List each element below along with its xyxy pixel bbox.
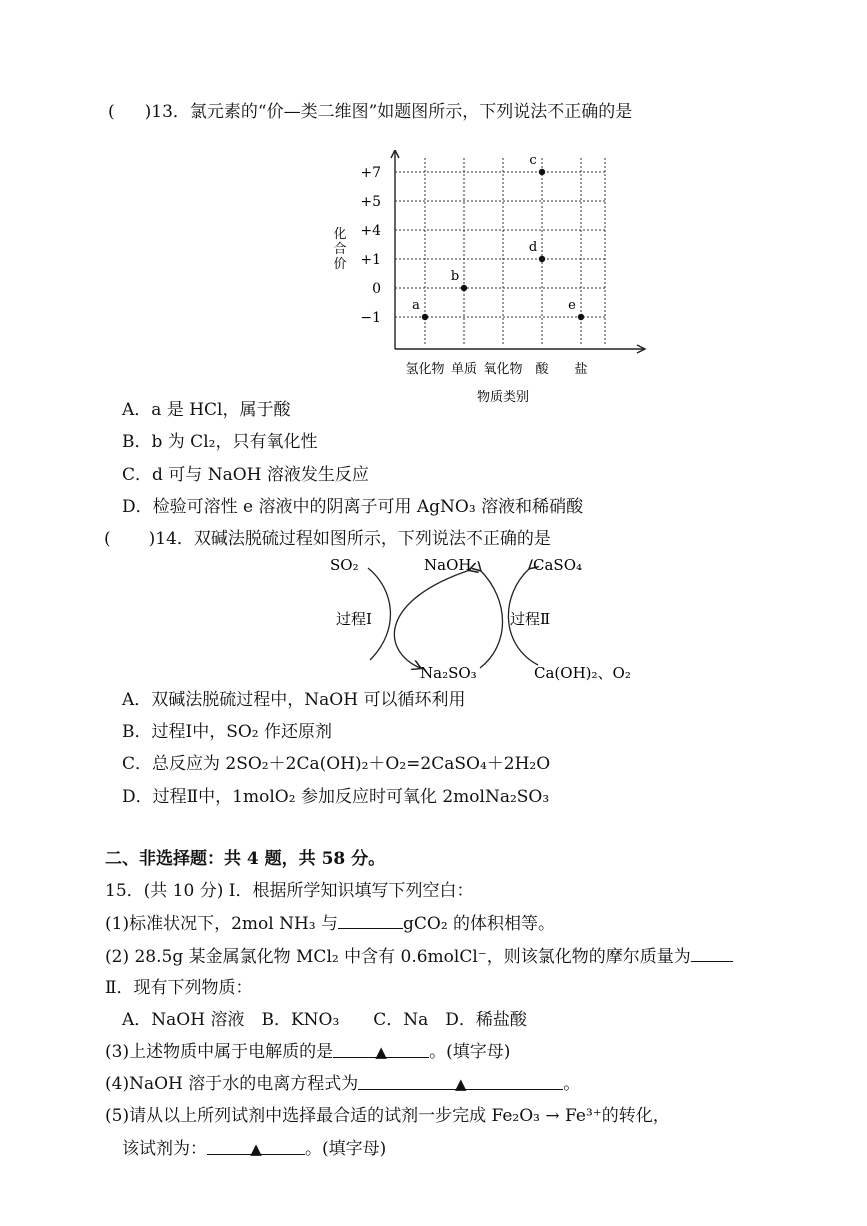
q14-option-b: B．过程Ⅰ中，SO₂ 作还原剂 — [122, 722, 333, 742]
triangle-icon: ▲ — [454, 1075, 467, 1093]
q15-header: 15．(共 10 分) Ⅰ．根据所学知识填写下列空白： — [105, 881, 474, 901]
naoh-label: NaOH — [424, 556, 472, 574]
q13-option-c: C．d 可与 NaOH 溶液发生反应 — [122, 465, 369, 485]
process2-label: 过程Ⅱ — [510, 610, 551, 628]
caoh2-o2-label: Ca(OH)₂、O₂ — [534, 664, 631, 682]
x-tick-label: 氢化物 — [405, 362, 445, 377]
q14-stem: 14．双碱法脱硫过程如图所示，下列说法不正确的是 — [155, 529, 551, 549]
x-tick-label: 酸 — [535, 362, 549, 377]
q15-part-ii: Ⅱ．现有下列物质： — [105, 978, 253, 998]
q15-p3-blank[interactable] — [333, 1041, 429, 1061]
q15-p2-text-a: (2) 28.5g 某金属氯化物 MCl₂ 中含有 0.6molCl⁻，则该氯化物的摩尔质量为 — [105, 947, 691, 967]
q15-p2-blank[interactable] — [691, 945, 733, 962]
point-label-d: d — [528, 240, 538, 255]
y-tick-label: +1 — [360, 252, 381, 268]
point-d — [539, 256, 545, 262]
caso4-label: CaSO₄ — [533, 556, 583, 574]
na2so3-label: Na₂SO₃ — [420, 664, 477, 682]
q15-p4-text-a: (4)NaOH 溶于水的电离方程式为 — [105, 1074, 359, 1094]
y-tick-label: +5 — [360, 194, 381, 210]
y-tick-label: +7 — [360, 165, 381, 181]
y-tick-label: 0 — [372, 281, 381, 297]
process1-label: 过程Ⅰ — [336, 610, 372, 628]
y-axis-label-char: 化 — [333, 227, 347, 242]
q15-p4-blank[interactable] — [358, 1073, 563, 1093]
point-label-e: e — [568, 298, 576, 313]
q13-stem-line — [108, 101, 632, 123]
process2-arc — [480, 570, 503, 668]
y-axis-label-char: 合 — [333, 242, 347, 257]
q15-p1-text-b: gCO₂ 的体积相等。 — [403, 914, 556, 934]
x-tick-label: 盐 — [574, 362, 588, 377]
q15-p3-text-b: 。(填字母) — [429, 1042, 511, 1062]
q15-part5: (5)请从以上所列试剂中选择最合适的试剂一步完成 Fe₂O₃ → Fe³⁺的转化， — [105, 1106, 670, 1126]
q13-option-a: A．a 是 HCl，属于酸 — [122, 400, 291, 420]
q15-p5-text-c: 。(填字母) — [305, 1139, 387, 1159]
point-a — [422, 314, 428, 320]
so2-label: SO₂ — [330, 556, 359, 574]
q14-option-c: C．总反应为 2SO₂＋2Ca(OH)₂＋O₂=2CaSO₄＋2H₂O — [122, 754, 551, 774]
double-alkali-diagram — [0, 550, 867, 685]
q14-paren-close: ) — [148, 529, 156, 549]
q13-paren-open: ( — [108, 102, 115, 122]
q15-part1 — [105, 912, 555, 935]
y-tick-label: −1 — [360, 310, 381, 326]
q13-stem: 13．氯元素的“价—类二维图”如题图所示，下列说法不正确的是 — [151, 102, 633, 122]
point-label-c: c — [529, 153, 537, 168]
q15-p4-text-b: 。 — [563, 1074, 581, 1094]
q15-part5-answer — [122, 1138, 386, 1160]
process1-arc-right — [394, 570, 470, 668]
y-axis-label-char: 价 — [333, 257, 347, 272]
q14-stem-line — [104, 528, 551, 550]
q15-p5-blank[interactable] — [207, 1138, 305, 1158]
q15-part2 — [105, 945, 733, 968]
q15-part4 — [105, 1073, 580, 1095]
q14-option-a: A．双碱法脱硫过程中，NaOH 可以循环利用 — [122, 690, 466, 710]
q14-option-d: D．过程Ⅱ中，1molO₂ 参加反应时可氧化 2molNa₂SO₃ — [122, 787, 550, 807]
point-e — [578, 314, 584, 320]
q14-paren-open: ( — [104, 529, 111, 549]
y-tick-label: +4 — [360, 223, 381, 239]
x-tick-label: 氧化物 — [483, 362, 523, 377]
point-c — [539, 169, 545, 175]
q15-p1-blank[interactable] — [338, 912, 403, 929]
x-axis-label: 物质类别 — [476, 390, 530, 405]
q15-part3 — [105, 1041, 510, 1063]
triangle-icon: ▲ — [250, 1140, 262, 1158]
point-label-a: a — [412, 298, 420, 313]
q15-p3-text-a: (3)上述物质中属于电解质的是 — [105, 1042, 334, 1062]
point-b — [461, 285, 467, 291]
point-label-b: b — [450, 269, 460, 284]
x-tick-label: 单质 — [450, 362, 478, 377]
q15-materials: A．NaOH 溶液 B．KNO₃ C．Na D．稀盐酸 — [122, 1010, 527, 1030]
q15-p5-text-b: 该试剂为： — [122, 1139, 207, 1159]
section2-title: 二、非选择题：共 4 题，共 58 分。 — [105, 849, 386, 869]
q13-paren-close: ) — [144, 102, 152, 122]
triangle-icon: ▲ — [375, 1043, 387, 1061]
q13-option-b: B．b 为 Cl₂，只有氧化性 — [122, 432, 318, 452]
q13-option-d: D．检验可溶性 e 溶液中的阴离子可用 AgNO₃ 溶液和稀硝酸 — [122, 497, 584, 517]
q15-p1-text-a: (1)标准状况下，2mol NH₃ 与 — [105, 914, 339, 934]
